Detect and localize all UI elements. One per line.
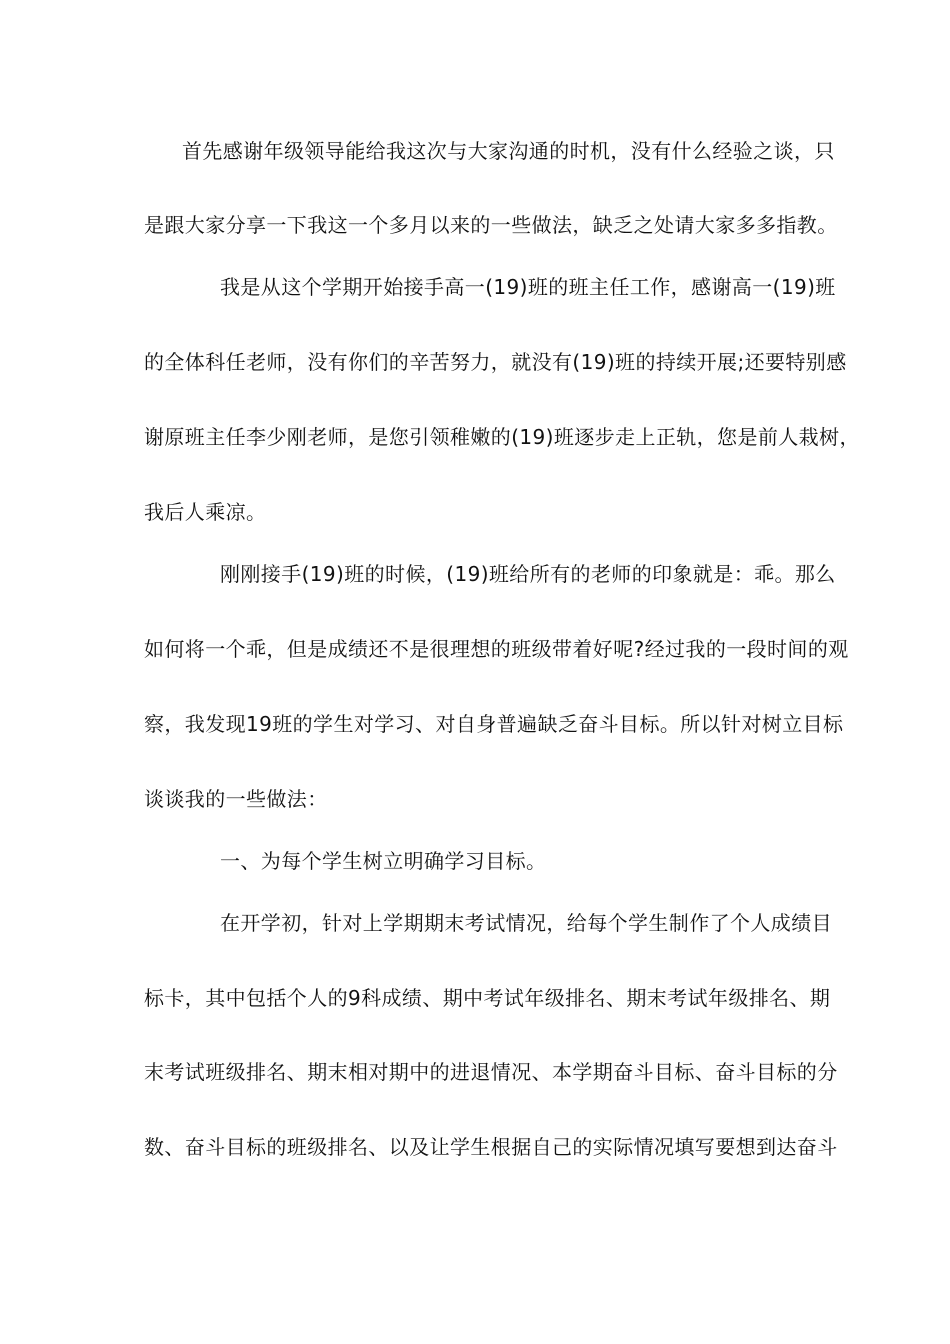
paragraph-3-line-4: 谈谈我的一些做法： [144,787,328,811]
paragraph-2-line-4: 我后人乘凉。 [144,500,267,524]
paragraph-2-line-2: 的全体科任老师，没有你们的辛苦努力，就没有(19)班的持续开展;还要特别感 [144,350,847,374]
paragraph-3-line-3: 察，我发现19班的学生对学习、对自身普遍缺乏奋斗目标。所以针对树立目标 [144,712,844,736]
section-heading-1: 一、为每个学生树立明确学习目标。 [220,849,547,873]
paragraph-4-line-2: 标卡，其中包括个人的9科成绩、期中考试年级排名、期末考试年级排名、期 [144,986,831,1010]
paragraph-1-line-1: 首先感谢年级领导能给我这次与大家沟通的时机，没有什么经验之谈，只 [182,139,835,163]
paragraph-3-line-2: 如何将一个乖，但是成绩还不是很理想的班级带着好呢?经过我的一段时间的观 [144,637,849,661]
paragraph-2-line-1: 我是从这个学期开始接手高一(19)班的班主任工作，感谢高一(19)班 [220,275,836,299]
paragraph-3-line-1: 刚刚接手(19)班的时候，(19)班给所有的老师的印象就是：乖。那么 [220,562,836,586]
paragraph-4-line-3: 末考试班级排名、期末相对期中的进退情况、本学期奋斗目标、奋斗目标的分 [144,1060,838,1084]
paragraph-4-line-4: 数、奋斗目标的班级排名、以及让学生根据自己的实际情况填写要想到达奋斗 [144,1135,838,1159]
paragraph-4-line-1: 在开学初，针对上学期期末考试情况，给每个学生制作了个人成绩目 [220,911,832,935]
paragraph-1-line-2: 是跟大家分享一下我这一个多月以来的一些做法，缺乏之处请大家多多指教。 [144,213,838,237]
paragraph-2-line-3: 谢原班主任李少刚老师，是您引领稚嫩的(19)班逐步走上正轨，您是前人栽树， [144,425,860,449]
